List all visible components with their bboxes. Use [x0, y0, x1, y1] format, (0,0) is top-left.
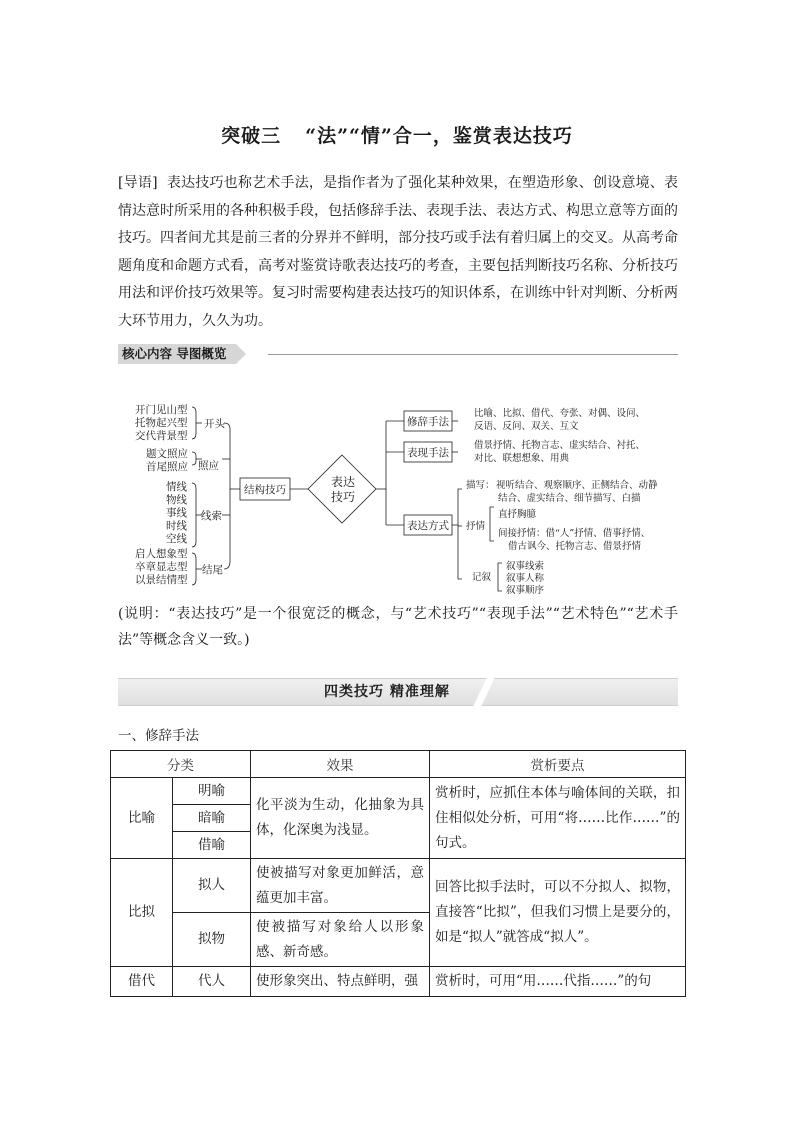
table-header-row: [111, 751, 686, 778]
section-banner-overview: [118, 344, 678, 364]
cell-metonymy-points: 赏析时，可用“用……代指……”的句: [430, 967, 686, 997]
cell-simile: 明喻: [173, 778, 251, 805]
table-row: [111, 967, 686, 997]
item-end-theme: 卒章显志型: [135, 561, 188, 573]
cell-metaphor-points: 赏析时，应抓住本体与喻体间的关联，扣住相似处分析，可用“将……比作……”的句式。: [430, 778, 686, 859]
lyric-name: 抒情: [466, 521, 486, 532]
group-echo: 照应: [198, 460, 219, 472]
banner2-slash: [473, 677, 495, 707]
cell-metonymy-person: 代人: [173, 967, 251, 997]
describe-line1: 视听结合、观察顺序、正侧结合、动静: [496, 480, 658, 491]
cell-personify-points: 回答比拟手法时，可以不分拟人、拟物，直接答“比拟”，但我们习惯上是要分的，如是“拟人”就答成“拟人”。: [430, 859, 686, 967]
page-title: [0, 121, 794, 148]
cell-metaphor: 比喻: [111, 778, 173, 859]
table-row: [111, 859, 686, 913]
center-label-line1: 表达: [331, 475, 356, 489]
rhetoric-list-line2: 反语、反问、双关、互文: [474, 421, 579, 432]
intro-paragraph: [118, 170, 678, 335]
narrate-clue: 叙事线索: [506, 561, 545, 572]
intro-text: 表达技巧也称艺术手法，是指作者为了强化某种效果，在塑造形象、创设意境、表情达意时所采用的各种积极手段，包括修辞手法、表现手法、表达方式、构思立意等方面的技巧。四者间尤其是前三者的分界并不鲜明，部分技巧或手法有着归属上的交叉。从高考命题角度和命题方式看，高考对鉴赏诗歌表达技巧的考查，主要包括判断技巧名称、分析技巧用法和评价技巧效果等。复习时需要构建表达技巧的知识体系，在训练中针对判断、分析两大环节用力，久久为功。: [118, 175, 678, 329]
item-object-line: 物线: [166, 494, 187, 506]
cell-personification-effect: 使被描写对象更加鲜活，意蕴更加丰富。: [251, 859, 430, 913]
banner-divider: [268, 354, 678, 355]
rhetoric-list-line1: 比喻、比拟、借代、夸张、对偶、设问、: [474, 408, 646, 419]
item-head-tail-echo: 首尾照应: [146, 461, 188, 473]
title-part2: “法”“情”合一，鉴赏表达技巧: [305, 125, 573, 147]
structure-box-label: 结构技巧: [244, 484, 286, 496]
section-banner-four-skills: [118, 678, 678, 706]
rhetoric-box-label: 修辞手法: [407, 416, 449, 428]
table-row: [111, 778, 686, 805]
intro-label: [导语]: [118, 175, 158, 191]
expression-list-line2: 对比、联想想象、用典: [474, 453, 570, 464]
section-heading-rhetoric: 一、修辞手法: [118, 728, 199, 744]
item-end-imagine: 启人想象型: [135, 548, 188, 560]
mind-map: [118, 395, 678, 605]
header-points: 赏析要点: [430, 751, 686, 778]
group-end: 结尾: [202, 564, 223, 576]
note-paragraph: (说明：“表达技巧”是一个很宽泛的概念，与“艺术技巧”“表现手法”“艺术特色”“艺术手法”等概念含义一致。): [118, 606, 678, 648]
header-effect: 效果: [251, 751, 430, 778]
narrate-order: 叙事顺序: [506, 585, 545, 596]
methods-box-label: 表达方式: [407, 520, 449, 532]
lyric-indirect-line2: 借古讽今、托物言志、借景抒情: [508, 541, 642, 552]
title-part1: 突破三: [221, 125, 282, 147]
cell-objectification: 拟物: [173, 913, 251, 967]
lyric-indirect-line1: 间接抒情：借“人”抒情、借事抒情、: [498, 528, 651, 539]
banner-label: 核心内容 导图概览: [118, 344, 236, 364]
item-emotion-line: 情线: [166, 481, 187, 493]
expression-list-line1: 借景抒情、托物言志、虚实结合、衬托、: [474, 440, 646, 451]
describe-name: 描写：: [466, 480, 495, 491]
cell-metonymy-effect: 使形象突出、特点鲜明，强: [251, 967, 430, 997]
item-open-xing: 托物起兴型: [135, 417, 188, 429]
cell-borrowed-metaphor: 借喻: [173, 832, 251, 859]
mind-map-diagram: [118, 395, 678, 605]
item-open-background: 交代背景型: [135, 430, 188, 442]
center-label-line2: 技巧: [331, 490, 356, 504]
rhetoric-table: [110, 750, 686, 997]
banner2-label: 四类技巧 精准理解: [324, 684, 450, 700]
lyric-direct: 直抒胸臆: [498, 509, 537, 520]
header-type: 分类: [111, 751, 251, 778]
cell-objectification-effect: 使被描写对象给人以形象感、新奇感。: [251, 913, 430, 967]
cell-personification: 拟人: [173, 859, 251, 913]
item-title-echo: 题文照应: [146, 448, 188, 460]
item-event-line: 事线: [166, 507, 187, 519]
group-open: 开头: [204, 418, 225, 430]
narrate-person: 叙事人称: [506, 573, 545, 584]
narrate-name: 记叙: [472, 572, 492, 583]
describe-line2: 结合、虚实结合、细节描写、白描: [498, 493, 641, 504]
cell-metaphor-effect: 化平淡为生动，化抽象为具体，化深奥为浅显。: [251, 778, 430, 859]
item-time-line: 时线: [166, 520, 187, 532]
item-end-scene: 以景结情型: [135, 574, 188, 586]
cell-metonymy: 借代: [111, 967, 173, 997]
expression-box-label: 表现手法: [407, 447, 449, 459]
cell-implicit-metaphor: 暗喻: [173, 805, 251, 832]
group-clue: 线索: [201, 510, 222, 522]
item-open-direct: 开门见山型: [135, 404, 188, 416]
cell-personify: 比拟: [111, 859, 173, 967]
item-space-line: 空线: [166, 533, 187, 545]
